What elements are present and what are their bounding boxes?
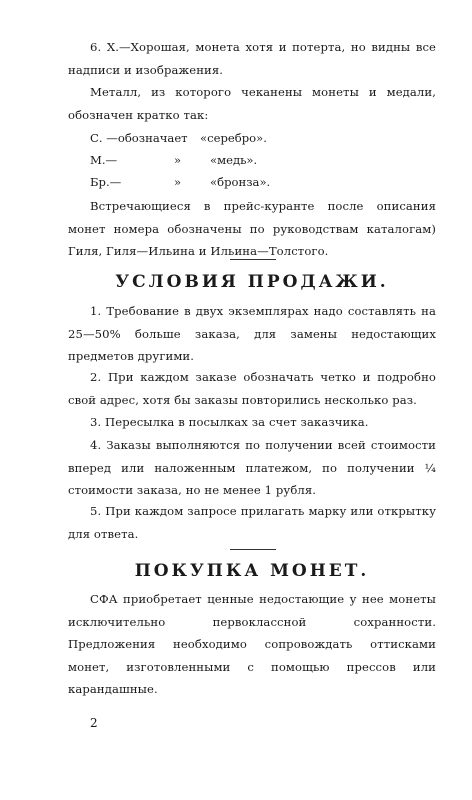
metal-name: «медь». (210, 153, 258, 167)
ditto-mark: » (174, 175, 182, 189)
section-divider (230, 259, 276, 260)
metal-abbr: С. —обозначает (90, 131, 188, 145)
section-divider (230, 549, 276, 550)
sale-condition-item-5: 5. При каждом запросе прилагать марку или открытку для ответа. (68, 504, 436, 541)
metals-intro-paragraph: Металл, из которого чеканены монеты и медали, обозначен кратко так: (68, 85, 436, 122)
sale-condition-item-4: 4. Заказы выполняются по получении всей стоимости вперед или наложенным платежом, по получении ¼ стоимости заказа, но не менее 1 рубля. (68, 438, 436, 497)
metal-name: «бронза». (210, 175, 271, 189)
sale-condition-item-3: 3. Пересылка в посылках за счет заказчика. (90, 415, 369, 429)
purchase-paragraph: СФА приобретает ценные недостающие у нее монеты исключительно первоклассной сохранности. Предложения необходимо сопровождать оттисками монет, изготовленными с помощью прессов или карандашные. (68, 592, 436, 696)
sale-condition-item-2: 2. При каждом заказе обозначать четко и подробно свой адрес, хотя бы заказы повторились несколько раз. (68, 370, 436, 407)
sale-conditions-title: УСЛОВИЯ ПРОДАЖИ. (115, 272, 389, 292)
metal-abbr: Бр.— (90, 175, 122, 189)
sale-condition-item-1: 1. Требование в двух экземплярах надо составлять на 25—50% больше заказа, для замены недостающих предметов другими. (68, 304, 436, 363)
purchase-title: ПОКУПКА МОНЕТ. (134, 561, 370, 581)
catalog-note-paragraph: Встречающиеся в прейс-куранте после описания монет номера обозначены по руководствам каталогам) Гиля, Гиля—Ильина и Ильина—Толстого. (68, 199, 436, 258)
page-number: 2 (90, 716, 98, 730)
metal-name: «серебро». (200, 131, 267, 145)
metal-abbr: М.— (90, 153, 118, 167)
ditto-mark: » (174, 153, 182, 167)
grade-x-paragraph: 6. X.—Хорошая, монета хотя и потерта, но видны все надписи и изображения. (68, 40, 436, 77)
